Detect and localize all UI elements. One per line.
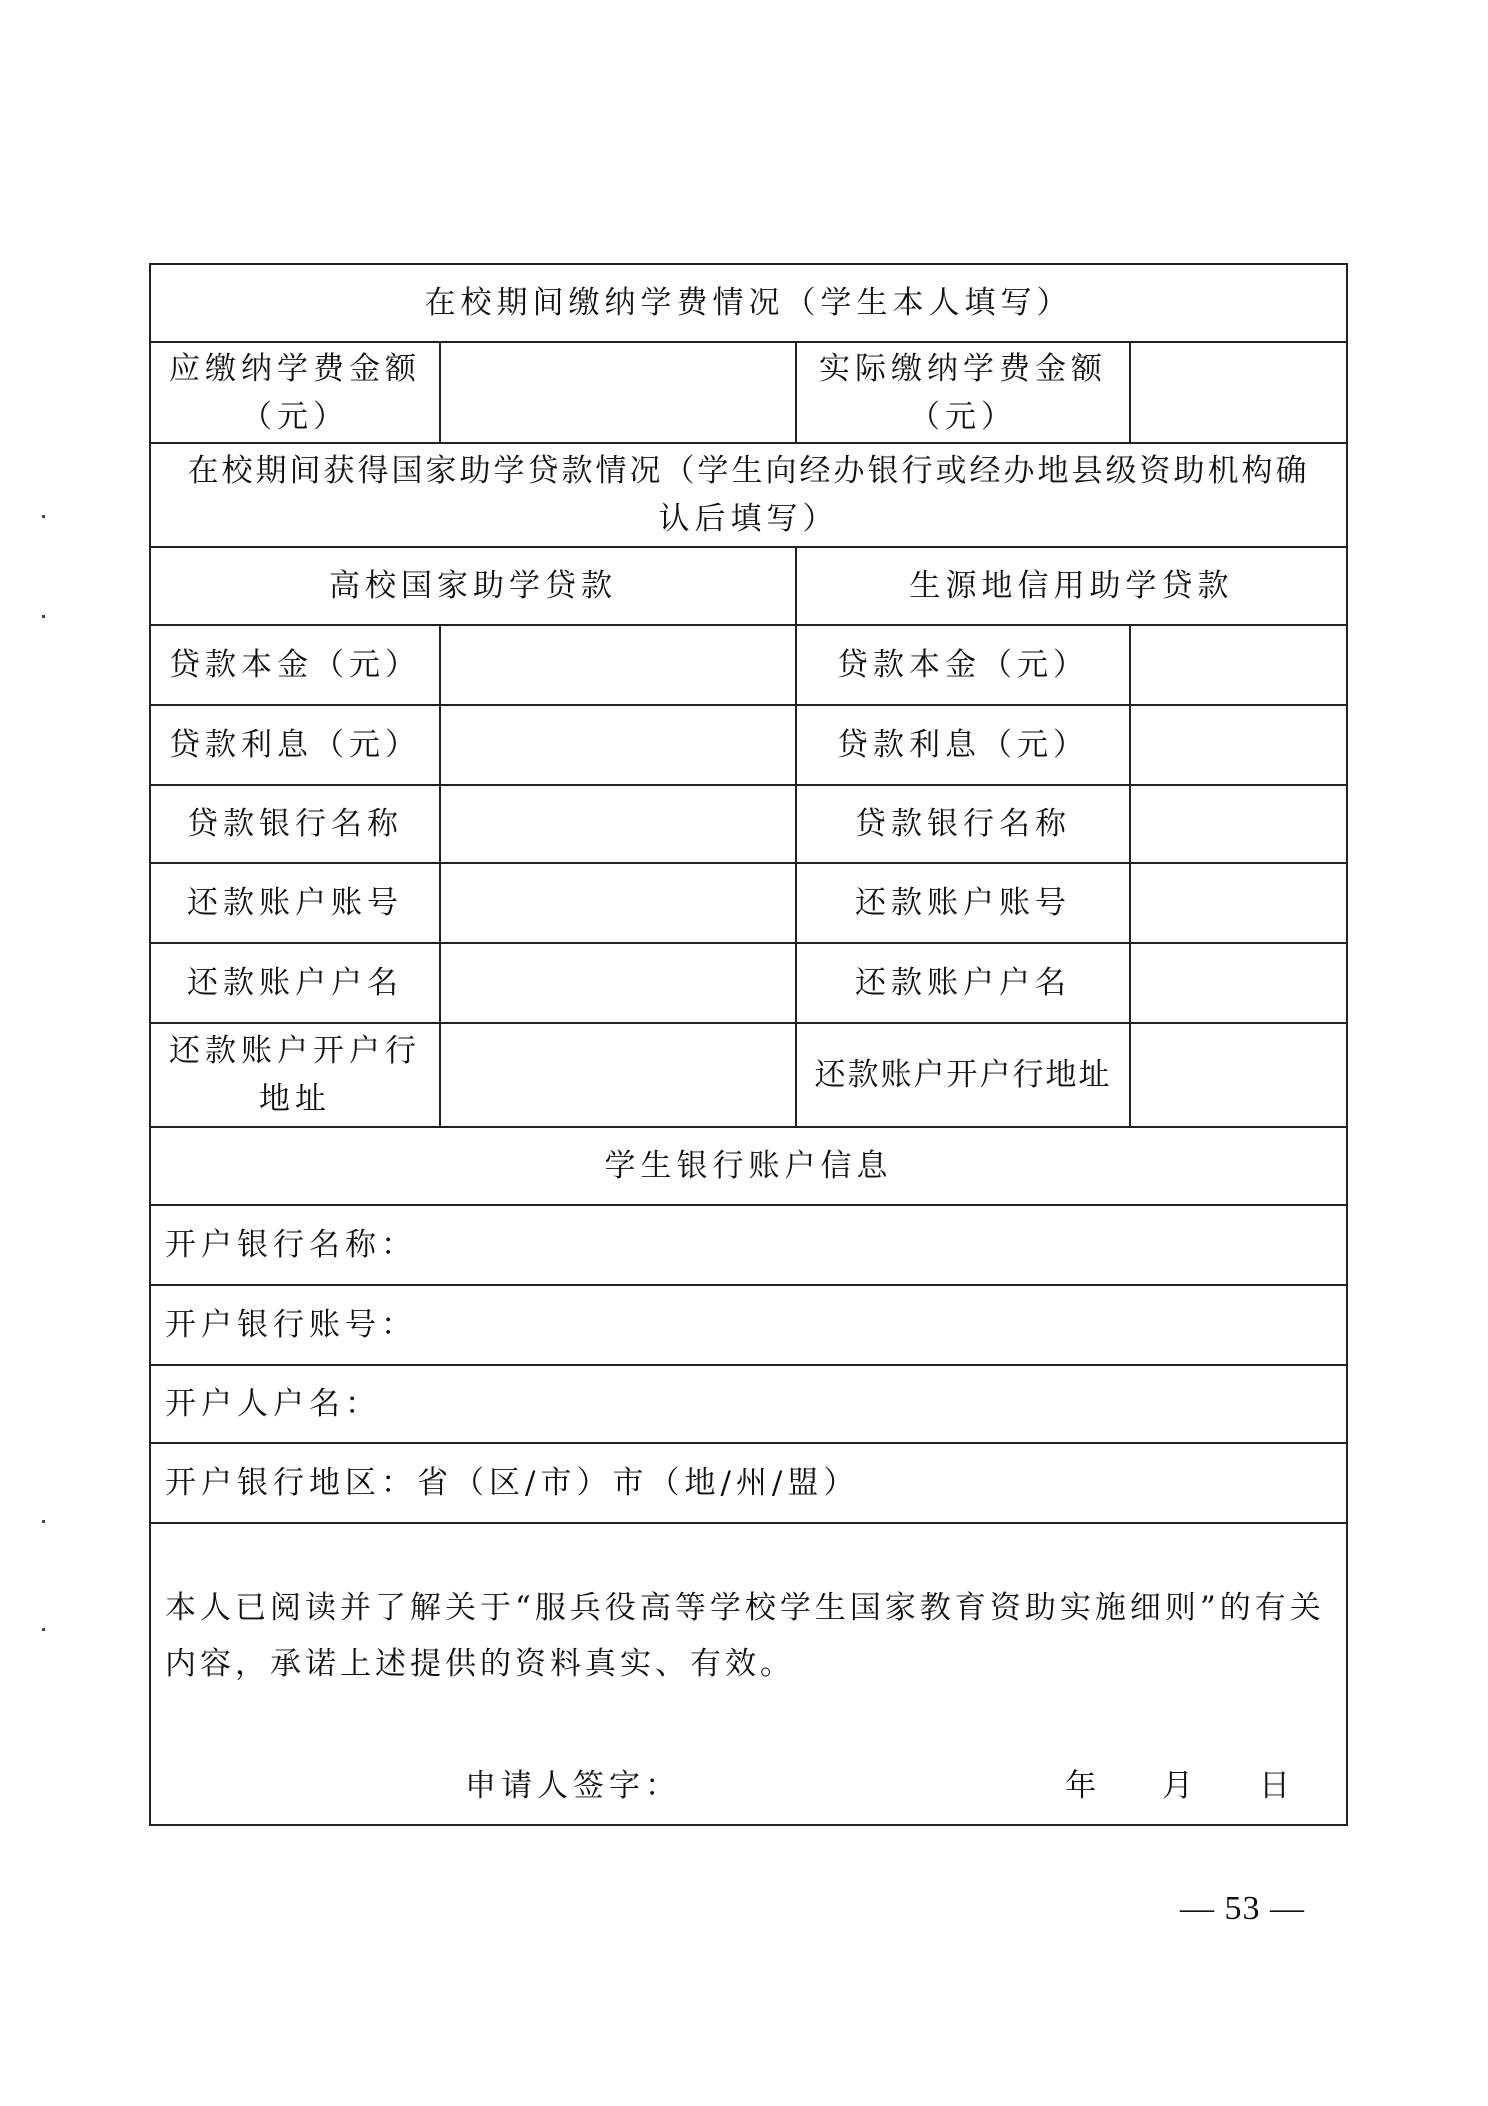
origin-loan-principal-label: 贷款本金（元）	[796, 625, 1130, 705]
declaration-text: 本人已阅读并了解关于“服兵役高等学校学生国家教育资助实施细则”的有关内容，承诺上述提供的资料真实、有效。	[165, 1590, 1325, 1682]
bank-region-field[interactable]: 开户银行地区：省（区/市）市（地/州/盟）	[150, 1443, 1347, 1523]
campus-repay-bank-address-line2: 地址	[259, 1081, 331, 1117]
origin-repay-account-no-label: 还款账户账号	[796, 863, 1130, 943]
campus-loan-principal-value[interactable]	[440, 625, 796, 705]
origin-loan-bank-label: 贷款银行名称	[796, 785, 1130, 863]
campus-repay-account-no-label: 还款账户账号	[150, 863, 440, 943]
origin-repay-bank-address-label: 还款账户开户行地址	[796, 1023, 1130, 1127]
campus-loan-principal-label: 贷款本金（元）	[150, 625, 440, 705]
paid-fee-label-text: 实际缴纳学费金额	[819, 350, 1107, 387]
bank-account-no-field[interactable]: 开户银行账号：	[150, 1285, 1347, 1365]
origin-repay-account-no-value[interactable]	[1130, 863, 1347, 943]
loan-section-title	[150, 443, 1347, 547]
campus-loan-interest-value[interactable]	[440, 705, 796, 785]
signature-label[interactable]: 申请人签字：	[465, 1768, 681, 1804]
paid-fee-label	[796, 342, 1130, 443]
campus-loan-bank-value[interactable]	[440, 785, 796, 863]
campus-loan-header: 高校国家助学贷款	[150, 547, 796, 625]
origin-loan-interest-label: 贷款利息（元）	[796, 705, 1130, 785]
account-holder-field[interactable]: 开户人户名：	[150, 1365, 1347, 1443]
campus-repay-bank-address-line1: 还款账户开户行	[169, 1033, 421, 1069]
campus-repay-account-holder-label: 还款账户户名	[150, 943, 440, 1023]
subsidy-form-table	[149, 263, 1348, 1826]
date-label[interactable]: 年 月 日	[1065, 1768, 1318, 1804]
campus-repay-bank-address-value[interactable]	[440, 1023, 796, 1127]
loan-section-title-line1: 在校期间获得国家助学贷款情况（学生向经办银行或经办地县级资助机构确	[187, 453, 1310, 489]
campus-repay-bank-address-label	[150, 1023, 440, 1127]
origin-loan-header: 生源地信用助学贷款	[796, 547, 1347, 625]
paid-fee-unit: （元）	[909, 398, 1017, 435]
due-fee-label	[150, 342, 440, 443]
campus-repay-account-holder-value[interactable]	[440, 943, 796, 1023]
paid-fee-value-cell[interactable]	[1130, 342, 1347, 443]
scan-mark	[42, 515, 45, 518]
scan-mark	[42, 615, 45, 618]
campus-loan-interest-label: 贷款利息（元）	[150, 705, 440, 785]
campus-repay-account-no-value[interactable]	[440, 863, 796, 943]
origin-loan-principal-value[interactable]	[1130, 625, 1347, 705]
due-fee-unit: （元）	[241, 398, 349, 435]
declaration-cell	[150, 1523, 1347, 1825]
signature-row	[165, 1762, 1332, 1810]
campus-loan-bank-label: 贷款银行名称	[150, 785, 440, 863]
origin-repay-account-holder-value[interactable]	[1130, 943, 1347, 1023]
origin-repay-account-holder-label: 还款账户户名	[796, 943, 1130, 1023]
bank-section-title: 学生银行账户信息	[150, 1127, 1347, 1205]
scan-mark	[42, 1520, 45, 1523]
fee-section-title: 在校期间缴纳学费情况（学生本人填写）	[150, 264, 1347, 342]
bank-name-field[interactable]: 开户银行名称：	[150, 1205, 1347, 1285]
due-fee-value-cell[interactable]	[440, 342, 796, 443]
origin-loan-bank-value[interactable]	[1130, 785, 1347, 863]
page-number: — 53 —	[1180, 1890, 1305, 1927]
due-fee-label-text: 应缴纳学费金额	[169, 350, 421, 387]
origin-loan-interest-value[interactable]	[1130, 705, 1347, 785]
origin-repay-bank-address-value[interactable]	[1130, 1023, 1347, 1127]
scan-mark	[42, 1628, 45, 1631]
loan-section-title-line2: 认后填写）	[658, 501, 839, 537]
